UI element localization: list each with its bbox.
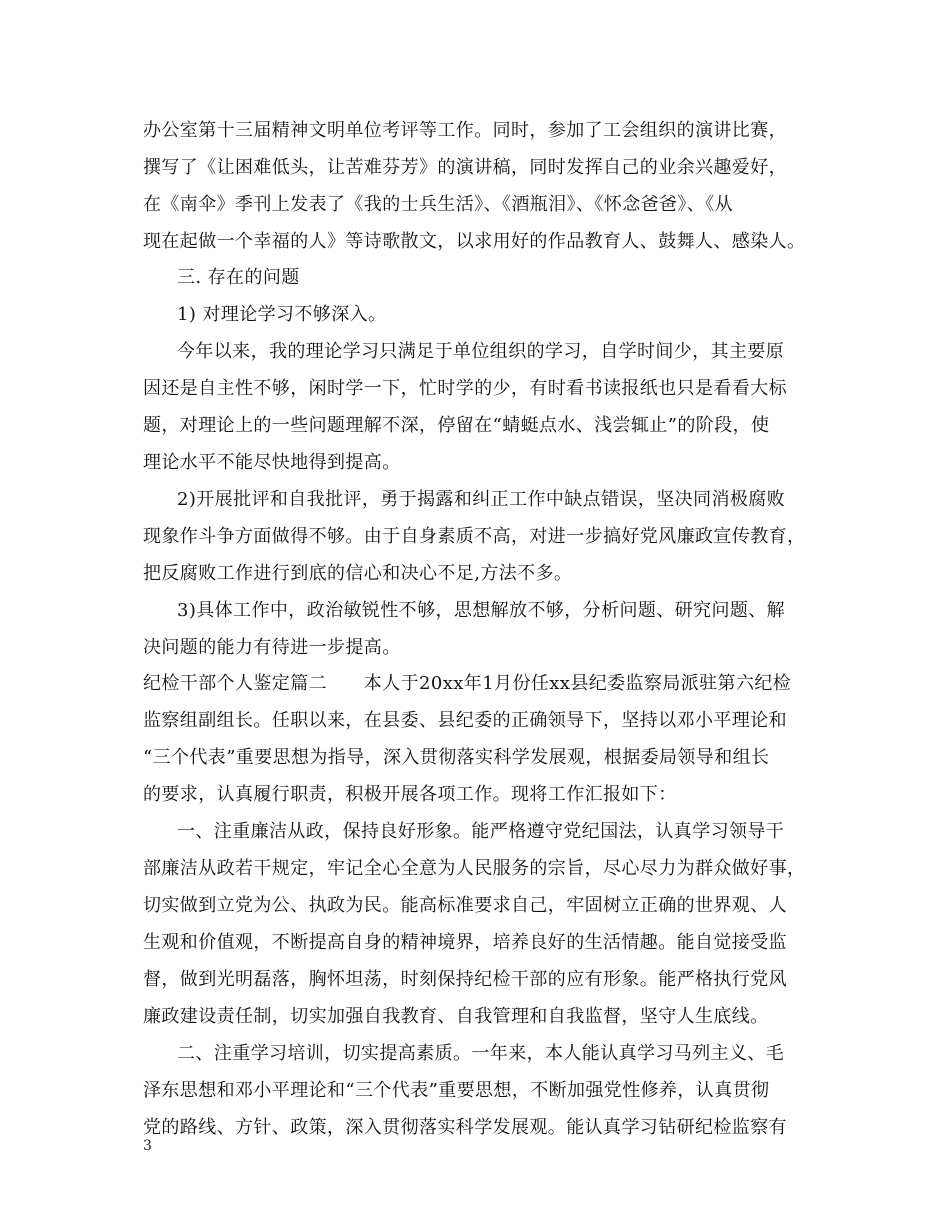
section-heading: 三. 存在的问题 — [177, 267, 300, 288]
body-line: 理论水平不能尽快地得到提高。 — [143, 452, 401, 473]
body-line: 部廉洁从政若干规定，牢记全心全意为人民服务的宗旨，尽心尽力为群众做好事， — [143, 858, 806, 879]
body-line: 的要求，认真履行职责，积极开展各项工作。现将工作汇报如下： — [143, 784, 677, 805]
body-line: 切实做到立党为公、执政为民。能高标准要求自己，牢固树立正确的世界观、人 — [143, 895, 787, 916]
body-line: 把反腐败工作进行到底的信心和决心不足,方法不多。 — [143, 563, 573, 584]
body-line: 撰写了《让困难低头，让苦难芬芳》的演讲稿，同时发挥自己的业余兴趣爱好， — [143, 157, 787, 178]
body-line: 题，对理论上的一些问题理解不深，停留在“蜻蜓点水、浅尝辄止”的阶段，使 — [143, 415, 770, 436]
body-line: 2)开展批评和自我批评，勇于揭露和纠正工作中缺点错误，坚决同消极腐败 — [177, 489, 786, 510]
page-number: 3 — [143, 1138, 152, 1154]
body-line: 现象作斗争方面做得不够。由于自身素质不高，对进一步搞好党风廉政宣传教育， — [143, 526, 806, 547]
body-line: 现在起做一个幸福的人》等诗歌散文，以求用好的作品教育人、鼓舞人、感染人。 — [143, 231, 806, 252]
body-line: “三个代表”重要思想为指导，深入贯彻落实科学发展观，根据委局领导和组长 — [143, 747, 770, 768]
body-line: 3)具体工作中，政治敏锐性不够，思想解放不够，分析问题、研究问题、解 — [177, 600, 786, 621]
body-line: 督，做到光明磊落，胸怀坦荡，时刻保持纪检干部的应有形象。能严格执行党风 — [143, 969, 787, 990]
list-item-heading: 1) 对理论学习不够深入。 — [177, 304, 387, 325]
body-line: 党的路线、方针、政策，深入贯彻落实科学发展观。能认真学习钻研纪检监察有 — [143, 1117, 787, 1138]
body-line: 一、注重廉洁从政，保持良好形象。能严格遵守党纪国法，认真学习领导干 — [177, 821, 785, 842]
body-line: 二、注重学习培训，切实提高素质。一年来，本人能认真学习马列主义、毛 — [177, 1043, 785, 1064]
body-line: 廉政建设责任制，切实加强自我教育、自我管理和自我监督，坚守人生底线。 — [143, 1006, 769, 1027]
body-line: 泽东思想和邓小平理论和“三个代表”重要思想，不断加强党性修养，认真贯彻 — [143, 1080, 770, 1101]
body-line: 在《南伞》季刊上发表了《我的士兵生活》、《酒瓶泪》、《怀念爸爸》、《从 — [143, 194, 733, 215]
body-line: 决问题的能力有待进一步提高。 — [143, 637, 401, 658]
section-title-line: 纪检干部个人鉴定篇二 本人于20xx年1月份任xx县纪委监察局派驻第六纪检 — [143, 673, 792, 694]
body-line: 监察组副组长。任职以来，在县委、县纪委的正确领导下，坚持以邓小平理论和 — [143, 710, 787, 731]
body-line: 今年以来，我的理论学习只满足于单位组织的学习，自学时间少，其主要原 — [177, 341, 785, 362]
body-line: 生观和价值观，不断提高自身的精神境界，培养良好的生活情趣。能自觉接受监 — [143, 932, 787, 953]
body-line: 因还是自主性不够，闲时学一下，忙时学的少，有时看书读报纸也只是看看大标 — [143, 378, 787, 399]
body-line: 办公室第十三届精神文明单位考评等工作。同时，参加了工会组织的演讲比赛， — [143, 120, 787, 141]
